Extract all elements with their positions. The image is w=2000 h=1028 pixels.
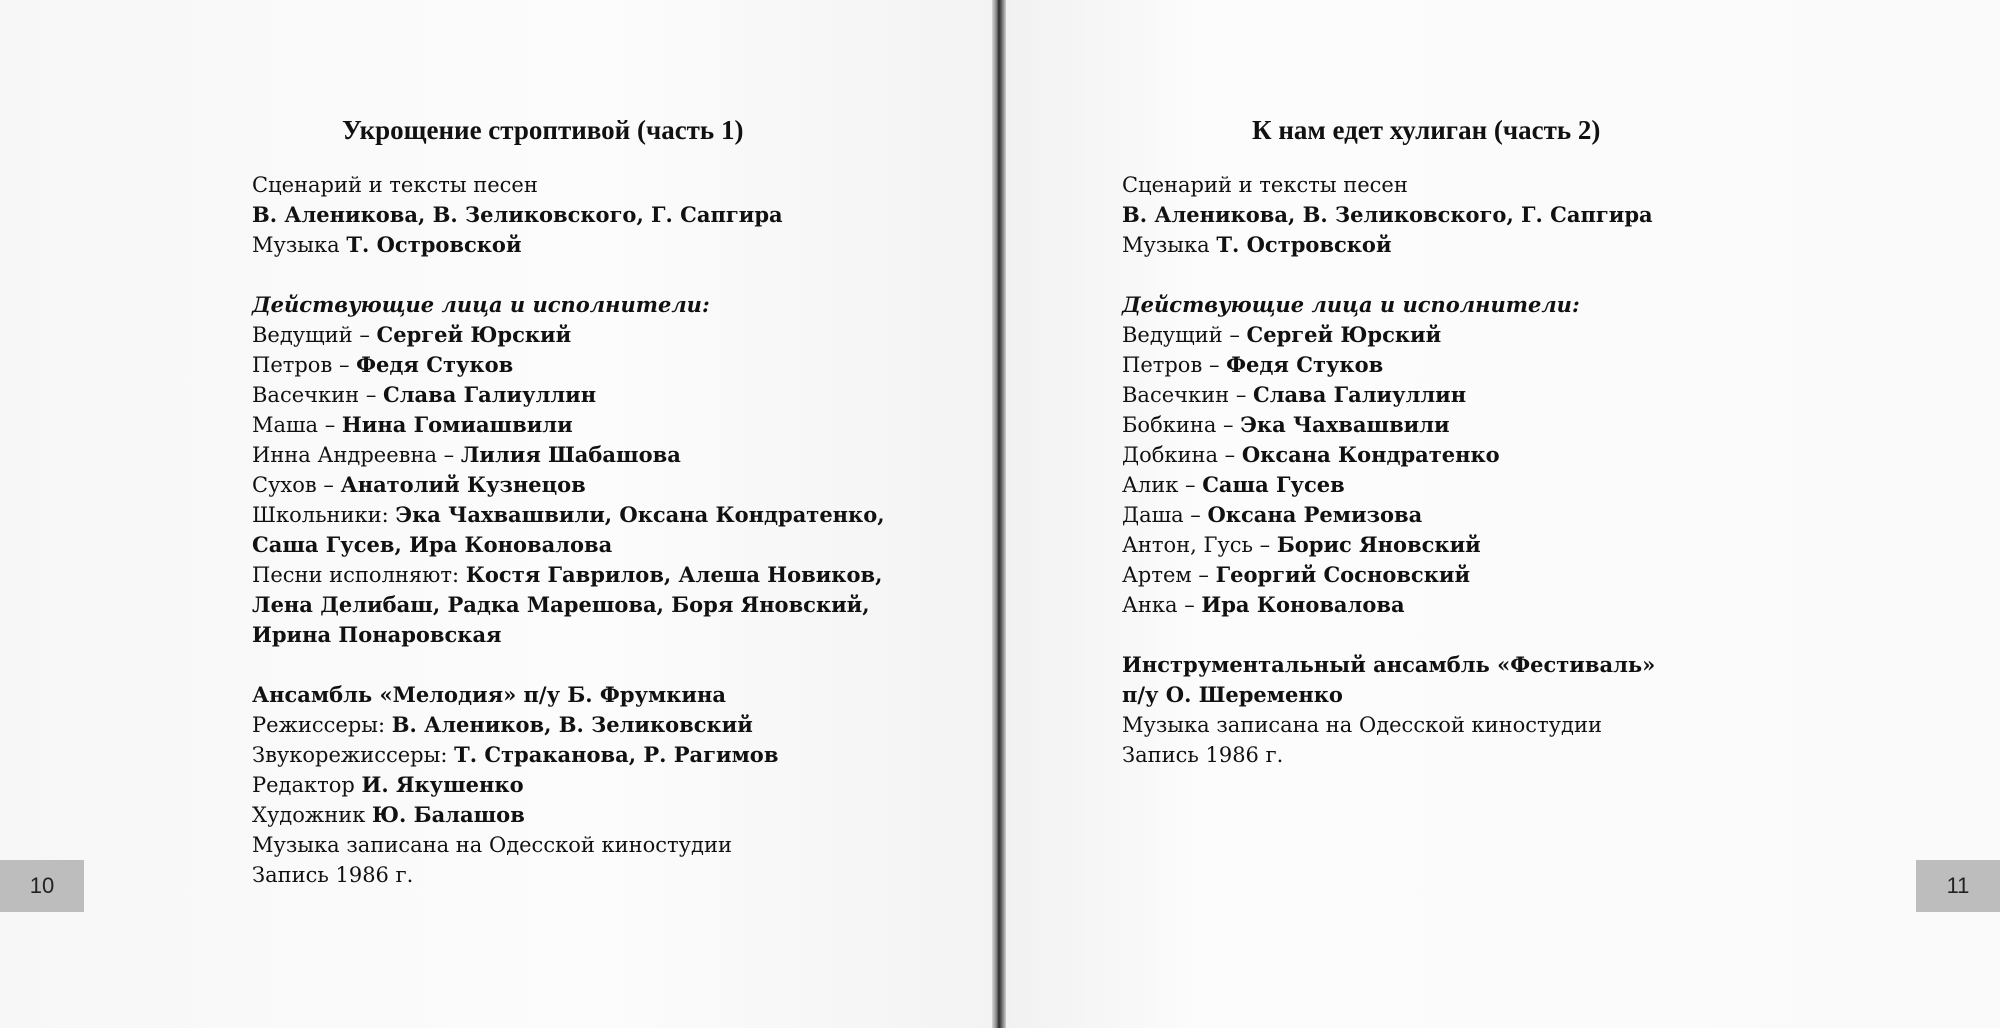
cast-role: Артем – <box>1122 563 1216 587</box>
cast-actor: Сергей Юрский <box>376 322 572 347</box>
cast-row <box>1122 440 1762 470</box>
cast-actor: Лилия Шабашова <box>460 442 681 467</box>
script-authors: В. Аленикова, В. Зеликовского, Г. Сапгира <box>252 202 783 227</box>
crew-role: Режиссеры: <box>252 713 392 737</box>
cast-role: Анка – <box>1122 593 1202 617</box>
recording-year: Запись 1986 г. <box>1122 743 1284 767</box>
pupils-names: Эка Чахвашвили, Оксана Кондратенко, Саша Гусев, Ира Коновалова <box>252 502 885 557</box>
cast-actor: Оксана Ремизова <box>1207 502 1423 527</box>
cast-role: Ведущий – <box>252 323 377 347</box>
crew-role: Редактор <box>252 773 362 797</box>
songs-names: Костя Гаврилов, Алеша Новиков, Лена Делибаш, Радка Марешова, Боря Яновский, Ирина Понаровская <box>252 562 883 647</box>
cast-role: Васечкин – <box>252 383 383 407</box>
ensemble-credit: Ансамбль «Мелодия» п/у Б. Фрумкина <box>252 682 726 707</box>
page-title: Укрощение строптивой (часть 1) <box>342 115 744 145</box>
cast-actor: Федя Стуков <box>1226 352 1384 377</box>
cast-row <box>1122 470 1762 500</box>
script-label: Сценарий и тексты песен <box>252 173 538 197</box>
cast-actor: Нина Гомиашвили <box>341 412 573 437</box>
script-authors: В. Аленикова, В. Зеликовского, Г. Сапгира <box>1122 202 1653 227</box>
cast-role: Алик – <box>1122 473 1203 497</box>
left-page-content <box>252 112 892 890</box>
crew-row <box>252 770 892 800</box>
songs-credit <box>252 560 892 650</box>
page-number: 11 <box>1916 860 2000 912</box>
cast-row <box>252 350 892 380</box>
music-credit <box>252 230 892 260</box>
recorded-at: Музыка записана на Одесской киностудии <box>252 833 732 857</box>
cast-actor: Оксана Кондратенко <box>1241 442 1500 467</box>
music-author: Т. Островской <box>346 232 522 257</box>
crew-name: Ю. Балашов <box>372 802 525 827</box>
songs-label: Песни исполняют: <box>252 563 466 587</box>
crew-name: И. Якушенко <box>361 772 524 797</box>
music-label: Музыка <box>1122 233 1210 257</box>
ensemble-conductor: п/у О. Шеременко <box>1122 682 1343 707</box>
cast-role: Маша – <box>252 413 342 437</box>
cast-row <box>1122 530 1762 560</box>
cast-actor: Сергей Юрский <box>1246 322 1442 347</box>
cast-row <box>1122 380 1762 410</box>
cast-actor: Борис Яновский <box>1276 532 1481 557</box>
crew-name: В. Алеников, В. Зеликовский <box>391 712 753 737</box>
music-author: Т. Островской <box>1216 232 1392 257</box>
music-credit <box>1122 230 1762 260</box>
cast-role: Петров – <box>252 353 357 377</box>
crew-role: Звукорежиссеры: <box>252 743 455 767</box>
cast-row <box>1122 410 1762 440</box>
right-page-content <box>1122 112 1762 770</box>
ensemble-credit: Инструментальный ансамбль «Фестиваль» <box>1122 652 1656 677</box>
cast-role: Сухов – <box>252 473 341 497</box>
cast-row <box>1122 590 1762 620</box>
cast-row <box>1122 350 1762 380</box>
crew-row <box>252 800 892 830</box>
cast-actor: Слава Галиуллин <box>1253 382 1467 407</box>
cast-row <box>1122 560 1762 590</box>
cast-role: Антон, Гусь – <box>1122 533 1277 557</box>
cast-role: Добкина – <box>1122 443 1242 467</box>
cast-role: Петров – <box>1122 353 1227 377</box>
page-title: К нам едет хулиган (часть 2) <box>1252 115 1601 145</box>
crew-row <box>252 710 892 740</box>
recording-year: Запись 1986 г. <box>252 863 414 887</box>
cast-row <box>252 440 892 470</box>
page-number: 10 <box>0 860 84 912</box>
cast-row <box>252 410 892 440</box>
cast-row <box>252 470 892 500</box>
cast-actor: Георгий Сосновский <box>1215 562 1471 587</box>
cast-heading: Действующие лица и исполнители: <box>1122 292 1580 317</box>
crew-role: Художник <box>252 803 372 827</box>
pupils-label: Школьники: <box>252 503 396 527</box>
cast-role: Даша – <box>1122 503 1208 527</box>
cast-row <box>252 380 892 410</box>
book-gutter <box>992 0 1006 1028</box>
music-label: Музыка <box>252 233 340 257</box>
cast-role: Ведущий – <box>1122 323 1247 347</box>
pupils-credit <box>252 500 892 560</box>
cast-role: Бобкина – <box>1122 413 1241 437</box>
cast-actor: Эка Чахвашвили <box>1240 412 1450 437</box>
cast-heading: Действующие лица и исполнители: <box>252 292 710 317</box>
script-label: Сценарий и тексты песен <box>1122 173 1408 197</box>
crew-name: Т. Страканова, Р. Рагимов <box>454 742 779 767</box>
cast-row <box>1122 500 1762 530</box>
crew-row <box>252 740 892 770</box>
cast-row <box>252 320 892 350</box>
cast-role: Васечкин – <box>1122 383 1253 407</box>
cast-actor: Ира Коновалова <box>1201 592 1405 617</box>
cast-actor: Саша Гусев <box>1202 472 1345 497</box>
cast-actor: Федя Стуков <box>356 352 514 377</box>
cast-row <box>1122 320 1762 350</box>
cast-role: Инна Андреевна – <box>252 443 461 467</box>
cast-actor: Анатолий Кузнецов <box>340 472 586 497</box>
recorded-at: Музыка записана на Одесской киностудии <box>1122 713 1602 737</box>
cast-actor: Слава Галиуллин <box>383 382 597 407</box>
